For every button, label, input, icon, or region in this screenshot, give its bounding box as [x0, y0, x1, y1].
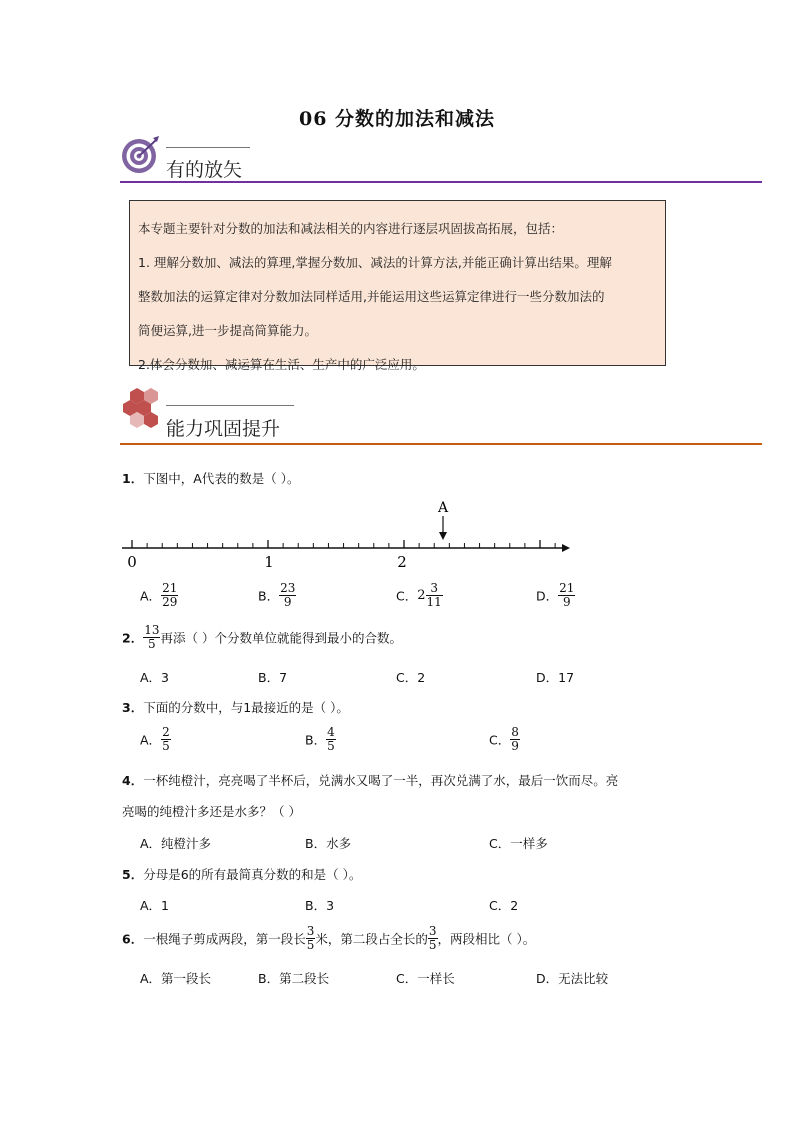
option-letter: B．: [305, 732, 327, 748]
marker-label: A: [437, 500, 449, 516]
option-c[interactable]: C．一样多: [489, 836, 548, 851]
denominator: 5: [428, 938, 437, 952]
denominator: 29: [162, 595, 178, 609]
denominator: 9: [283, 595, 292, 609]
option-b[interactable]: [258, 582, 296, 609]
fraction: [558, 582, 575, 609]
question-number: 6．: [122, 931, 144, 947]
option-d[interactable]: [536, 582, 575, 609]
question-1: [122, 469, 299, 487]
numerator: 3: [306, 924, 315, 938]
number-line-label: 1: [264, 553, 274, 571]
fraction: [428, 925, 438, 952]
option-b[interactable]: B．水多: [305, 836, 352, 851]
option-letter: A．: [140, 588, 162, 604]
option-a[interactable]: A．第一段长: [140, 971, 212, 986]
section-top-rule: [166, 147, 250, 148]
question-text: 下面的分数中，与1最接近的是（ ）。: [143, 700, 349, 715]
intro-line: 1. 理解分数加、减法的算理,掌握分数加、减法的计算方法,并能正确计算出结果。理解: [138, 255, 612, 270]
hexagon-icon: [118, 388, 164, 438]
option-b[interactable]: [305, 726, 336, 753]
number-line-label: 0: [127, 553, 137, 571]
numerator: 4: [327, 725, 335, 739]
fraction: [426, 582, 443, 609]
numerator: 21: [162, 581, 178, 595]
numerator: 3: [428, 924, 437, 938]
page-title: 06 分数的加法和减法: [298, 108, 496, 130]
section-header-hexagon: [118, 388, 762, 446]
option-d[interactable]: D．17: [536, 670, 575, 685]
question-4-cont: 亮喝的纯橙汁多还是水多？（ ）: [122, 804, 301, 819]
question-2: [122, 624, 402, 651]
fraction: [161, 582, 178, 609]
question-6: [122, 925, 535, 952]
marker-arrowhead: [439, 532, 447, 540]
fraction: [161, 726, 171, 753]
question-text: 米，第二段占全长的: [315, 931, 428, 947]
intro-line: 简便运算,进一步提高简算能力。: [138, 323, 317, 338]
numerator: 8: [511, 725, 519, 739]
question-text: 一杯纯橙汁，亮亮喝了半杯后，兑满水又喝了一半，再次兑满了水，最后一饮而尽。亮: [143, 773, 619, 788]
number-line-label: 2: [397, 553, 407, 571]
denominator: 5: [162, 739, 170, 753]
number-line: [118, 496, 578, 574]
option-letter: B．: [258, 588, 280, 604]
fraction: [510, 726, 520, 753]
question-3: [122, 698, 349, 716]
numerator: 13: [144, 623, 160, 637]
option-a[interactable]: [140, 582, 178, 609]
intro-box: [129, 200, 666, 372]
intro-line: 本专题主要针对分数的加法和减法相关的内容进行逐层巩固拔高拓展，包括：: [138, 221, 564, 236]
option-b[interactable]: B．3: [305, 898, 335, 913]
denominator: 5: [327, 739, 335, 753]
option-c[interactable]: [489, 726, 520, 753]
option-letter: C．: [396, 588, 418, 604]
section-divider: [120, 443, 762, 445]
denominator: 5: [148, 637, 156, 651]
fraction: [326, 726, 336, 753]
numerator: 23: [280, 581, 296, 595]
question-5: [122, 865, 361, 883]
denominator: 9: [562, 595, 571, 609]
target-icon: [120, 135, 162, 179]
section-title: 能力巩固提升: [166, 418, 281, 440]
question-4: [122, 771, 618, 789]
question-number: 3．: [122, 700, 144, 715]
number-line-arrowhead: [562, 544, 570, 552]
option-letter: A．: [140, 732, 162, 748]
section-divider: [120, 181, 762, 183]
fraction: [306, 925, 316, 952]
numerator: 3: [426, 582, 443, 596]
option-b[interactable]: B．7: [258, 670, 288, 685]
option-a[interactable]: A．纯橙汁多: [140, 836, 212, 851]
option-d[interactable]: D．无法比较: [536, 971, 609, 986]
denominator: 9: [511, 739, 519, 753]
option-a[interactable]: A．3: [140, 670, 170, 685]
question-number: 4．: [122, 773, 144, 788]
question-text: ，两段相比（ ）。: [437, 931, 536, 947]
question-number: 5．: [122, 867, 144, 882]
option-c[interactable]: [396, 582, 443, 609]
option-a[interactable]: A．1: [140, 898, 170, 913]
question-text: 一根绳子剪成两段，第一段长: [143, 931, 306, 947]
option-letter: C．: [489, 732, 511, 748]
question-text: 下图中，A代表的数是（ ）。: [143, 471, 300, 486]
numerator: 2: [162, 725, 170, 739]
option-c[interactable]: C．2: [489, 898, 519, 913]
option-letter: D．: [536, 588, 559, 604]
denominator: 11: [426, 595, 442, 609]
numerator: 21: [559, 581, 575, 595]
question-number: 1．: [122, 471, 144, 486]
section-title: 有的放矢: [166, 159, 243, 181]
section-header-target: [120, 135, 762, 187]
denominator: 5: [306, 938, 315, 952]
number-line-ticks: [132, 540, 555, 548]
question-text: 再添（ ）个分数单位就能得到最小的合数。: [160, 630, 402, 646]
option-a[interactable]: [140, 726, 171, 753]
option-b[interactable]: B．第二段长: [258, 971, 330, 986]
section-top-rule: [166, 405, 294, 406]
question-number: 2．: [122, 630, 144, 646]
fraction: [279, 582, 296, 609]
whole-number: 2: [417, 588, 426, 603]
option-c[interactable]: C．2: [396, 670, 426, 685]
question-text: 分母是6的所有最简真分数的和是（ ）。: [143, 867, 362, 882]
fraction: [143, 624, 160, 651]
intro-line: 整数加法的运算定律对分数加法同样适用,并能运用这些运算定律进行一些分数加法的: [138, 289, 605, 304]
intro-line: 2.体会分数加、减运算在生活、生产中的广泛应用。: [138, 357, 425, 372]
option-c[interactable]: C．一样长: [396, 971, 455, 986]
